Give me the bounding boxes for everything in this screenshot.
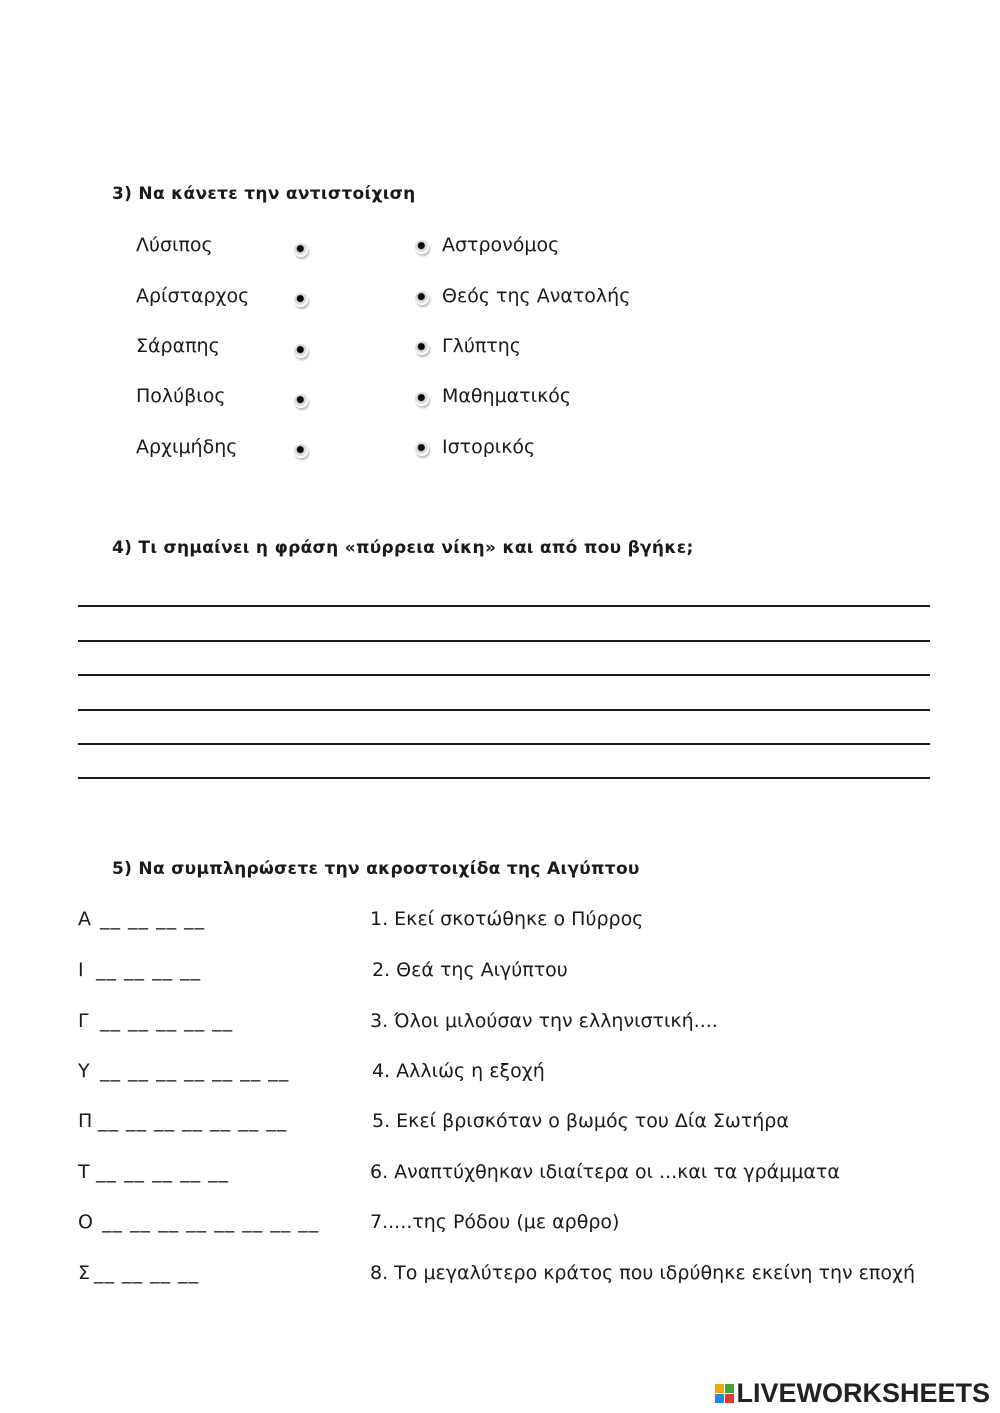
match-left-item: Πολύβιος — [136, 385, 226, 407]
section-4-title: 4) Τι σημαίνει η φράση «πύρρεια νίκη» και από που βγήκε; — [112, 538, 694, 558]
acrostic-blanks[interactable]: __ __ __ __ __ __ __ __ — [102, 1211, 320, 1233]
logo-tile — [715, 1394, 724, 1403]
match-right-item: Αστρονόμος — [442, 234, 560, 256]
match-dot-left[interactable] — [294, 293, 308, 307]
answer-line[interactable] — [78, 777, 930, 779]
acrostic-letter: Π — [78, 1110, 93, 1132]
match-dot-right[interactable] — [415, 291, 429, 305]
logo-tile — [715, 1384, 724, 1393]
brand-name: LIVEWORKSHEETS — [736, 1378, 990, 1408]
liveworksheets-logo-icon — [715, 1384, 734, 1403]
match-right-item: Θεός της Ανατολής — [442, 285, 631, 307]
acrostic-letter: Τ — [78, 1161, 90, 1183]
match-right-item: Ιστορικός — [442, 436, 536, 458]
acrostic-letter: Γ — [78, 1010, 89, 1032]
acrostic-letter: Ι — [78, 959, 84, 981]
match-dot-left[interactable] — [294, 394, 308, 408]
answer-line[interactable] — [78, 605, 930, 607]
match-left-item: Λύσιπος — [136, 234, 213, 256]
acrostic-letter: Ο — [78, 1211, 93, 1233]
logo-tile — [725, 1394, 734, 1403]
acrostic-blanks[interactable]: __ __ __ __ __ __ __ — [98, 1110, 288, 1132]
section-5-title: 5) Να συμπληρώσετε την ακροστοιχίδα της Αιγύπτου — [112, 859, 640, 879]
acrostic-clue: 1. Εκεί σκοτώθηκε ο Πύρρος — [370, 908, 644, 930]
match-dot-right[interactable] — [415, 240, 429, 254]
acrostic-letter: Α — [78, 908, 91, 930]
acrostic-blanks[interactable]: __ __ __ __ — [96, 959, 202, 981]
answer-line[interactable] — [78, 709, 930, 711]
acrostic-blanks[interactable]: __ __ __ __ __ __ __ — [100, 1060, 290, 1082]
answer-line[interactable] — [78, 743, 930, 745]
acrostic-clue: 7.....της Ρόδου (με αρθρο) — [370, 1211, 620, 1233]
match-dot-right[interactable] — [415, 392, 429, 406]
acrostic-clue: 5. Εκεί βρισκόταν ο βωμός του Δία Σωτήρα — [372, 1110, 789, 1132]
match-left-item: Αρίσταρχος — [136, 285, 250, 307]
match-right-item: Μαθηματικός — [442, 385, 572, 407]
acrostic-blanks[interactable]: __ __ __ __ __ — [96, 1161, 230, 1183]
match-dot-left[interactable] — [294, 243, 308, 257]
acrostic-letter: Σ — [78, 1262, 91, 1284]
acrostic-blanks[interactable]: __ __ __ __ __ — [100, 1010, 234, 1032]
match-dot-left[interactable] — [294, 444, 308, 458]
match-dot-right[interactable] — [415, 442, 429, 456]
acrostic-clue: 6. Αναπτύχθηκαν ιδιαίτερα οι ...και τα γράμματα — [370, 1161, 840, 1183]
match-left-item: Σάραπης — [136, 335, 220, 357]
match-dot-right[interactable] — [415, 341, 429, 355]
acrostic-blanks[interactable]: __ __ __ __ — [94, 1262, 200, 1284]
section-3-title: 3) Να κάνετε την αντιστοίχιση — [112, 184, 416, 204]
acrostic-clue: 2. Θεά της Αιγύπτου — [372, 959, 568, 981]
liveworksheets-brand[interactable] — [715, 1378, 990, 1409]
acrostic-letter: Υ — [78, 1060, 90, 1082]
acrostic-clue: 8. Το μεγαλύτερο κράτος που ιδρύθηκε εκείνη την εποχή — [370, 1262, 915, 1284]
match-left-item: Αρχιμήδης — [136, 436, 238, 458]
answer-line[interactable] — [78, 674, 930, 676]
match-dot-left[interactable] — [294, 344, 308, 358]
match-right-item: Γλύπτης — [442, 335, 521, 357]
acrostic-clue: 3. Όλοι μιλούσαν την ελληνιστική.... — [370, 1010, 718, 1032]
answer-line[interactable] — [78, 640, 930, 642]
logo-tile — [725, 1384, 734, 1393]
acrostic-clue: 4. Αλλιώς η εξοχή — [372, 1060, 545, 1082]
acrostic-blanks[interactable]: __ __ __ __ — [100, 908, 206, 930]
